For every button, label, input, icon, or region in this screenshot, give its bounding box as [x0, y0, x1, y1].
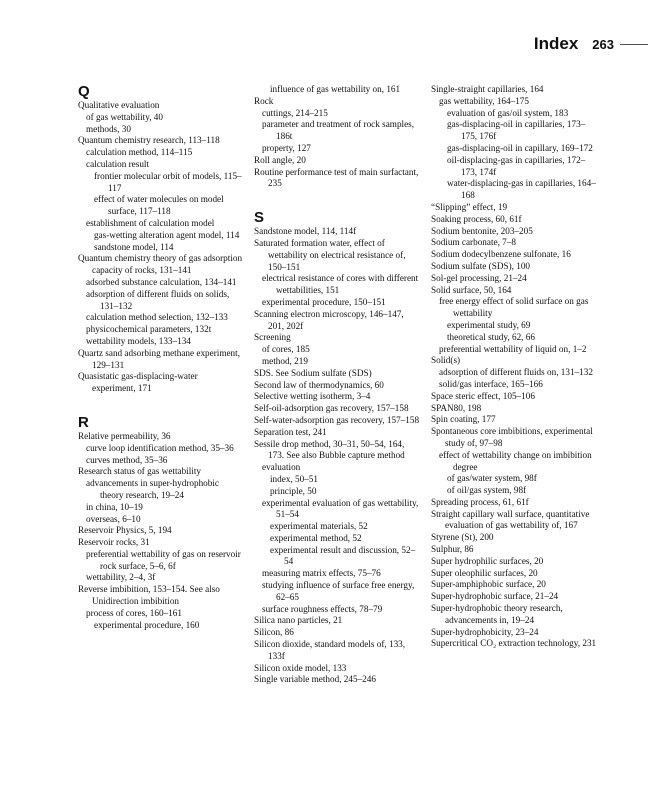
- index-entry: gas-displacing-oil in capillaries, 173–175, 176f: [447, 119, 586, 142]
- index-entry: Supercritical CO₂ extraction technology, 231: [431, 638, 597, 649]
- index-entry: Sulphur, 86: [431, 544, 474, 555]
- index-entry: Solid(s): [431, 355, 461, 366]
- index-entry: in china, 10–19: [86, 501, 143, 512]
- index-entry: adsorbed substance calculation, 134–141: [86, 276, 237, 287]
- section-gap: [78, 395, 243, 415]
- index-entry: calculation method, 114–115: [86, 147, 193, 158]
- index-entry: experimental study, 69: [447, 319, 531, 330]
- index-entry: Straight capillary wall surface, quantitative evaluation of gas wettability of, 167: [431, 508, 590, 531]
- index-entry: Super-hydrophobic surface, 21–24: [431, 591, 559, 602]
- index-column-2: [254, 84, 420, 686]
- index-entry: Super-amphiphobic surface, 20: [431, 579, 546, 590]
- index-entry: advancements in super-hydrophobic theory research, 19–24: [86, 478, 219, 500]
- index-entry: Scanning electron microscopy, 146–147, 201, 202f: [254, 308, 404, 331]
- index-entry: sandstone model, 114: [94, 241, 174, 252]
- index-entry: solid/gas interface, 165–166: [439, 378, 543, 389]
- index-entry: frontier molecular orbit of models, 115–117: [94, 170, 242, 193]
- index-entry: experimental procedure, 160: [94, 619, 200, 630]
- index-entry: of gas/water system, 98f: [447, 473, 537, 484]
- index-entry: Quantum chemistry research, 113–118: [78, 135, 220, 146]
- index-entry: Single-straight capillaries, 164: [431, 84, 544, 94]
- index-entry: Single variable method, 245–246: [254, 674, 376, 685]
- index-entry: effect of wettability change on imbibition degree: [439, 449, 592, 472]
- index-entry: wettability models, 133–134: [86, 335, 191, 346]
- index-entry: cuttings, 214–215: [262, 107, 328, 118]
- index-entry: gas-displacing-oil in capillary, 169–172: [447, 142, 593, 153]
- index-entry: Second law of thermodynamics, 60: [254, 379, 384, 390]
- index-entry: surface roughness effects, 78–79: [262, 603, 383, 614]
- index-entry: physicochemical parameters, 132t: [86, 324, 212, 335]
- section-letter: S: [254, 209, 265, 227]
- index-column-3: [431, 84, 601, 650]
- index-entry: Sodium carbonate, 7–8: [431, 237, 516, 248]
- index-entry: establishment of calculation model: [86, 217, 215, 228]
- index-entry: experimental procedure, 150–151: [262, 296, 386, 307]
- index-entry: Solid surface, 50, 164: [431, 284, 512, 295]
- index-entry: Reservoir Physics, 5, 194: [78, 525, 172, 536]
- section-gap: [254, 190, 420, 210]
- running-title: Index: [533, 34, 579, 53]
- index-entry: Qualitative evaluation: [78, 100, 160, 110]
- index-entry: electrical resistance of cores with different wettabilities, 151: [262, 273, 419, 296]
- index-entry: gas-wetting alteration agent model, 114: [94, 229, 240, 240]
- index-entry: evaluation: [262, 462, 301, 473]
- index-entry: adsorption of different fluids on solids, 131–132: [86, 288, 230, 311]
- page-number: 263: [592, 36, 614, 52]
- index-entry: of gas wettability, 40: [86, 111, 163, 122]
- index-entry: Routine performance test of main surfactant, 235: [254, 166, 419, 189]
- page-header: [534, 33, 648, 55]
- index-entry: parameter and treatment of rock samples, 186t: [262, 119, 415, 142]
- index-entry: Screening: [254, 332, 291, 343]
- index-entry: method, 219: [262, 355, 308, 366]
- index-entry: Quasistatic gas-displacing-water experiment, 171: [78, 371, 198, 394]
- index-entry: Silicon dioxide, standard models of, 133, 133f: [254, 639, 406, 661]
- index-entry: experimental evaluation of gas wettability, 51–54: [262, 497, 419, 520]
- index-entry: “Slipping” effect, 19: [431, 201, 508, 212]
- index-entry: theoretical study, 62, 66: [447, 331, 535, 342]
- index-entry: studying influence of surface free energy, 62–65: [262, 580, 415, 602]
- index-entry: Styrene (St), 200: [431, 532, 494, 543]
- index-entry: of cores, 185: [262, 344, 310, 355]
- index-entry: principle, 50: [270, 485, 317, 496]
- index-entry: calculation result: [86, 158, 150, 169]
- section-letter: Q: [78, 83, 90, 100]
- index-entry: preferential wettability of liquid on, 1–2: [439, 343, 587, 354]
- index-entry: Reverse imbibition, 153–154. See also Unidirection imbibition: [78, 584, 220, 607]
- index-entry: calculation method selection, 132–133: [86, 312, 228, 323]
- index-entry: evaluation of gas/oil system, 183: [447, 107, 569, 118]
- index-entry: Sessile drop method, 30–31, 50–54, 164, 173. See also Bubble capture method: [254, 438, 405, 461]
- index-entry: effect of water molecules on model surface, 117–118: [94, 194, 224, 217]
- index-entry: Separation test, 241: [254, 426, 327, 437]
- index-entry: SPAN80, 198: [431, 402, 482, 413]
- index-entry: Spin coating, 177: [431, 414, 496, 425]
- index-column-1: [78, 84, 243, 631]
- index-entry: water-displacing-gas in capillaries, 164–168: [447, 178, 596, 201]
- index-entry: Silica nano particles, 21: [254, 615, 343, 626]
- index-entry: Sodium sulfate (SDS), 100: [431, 260, 531, 271]
- index-entry: Super oleophilic surfaces, 20: [431, 567, 538, 578]
- header-rule: [620, 44, 648, 45]
- index-entry: Soaking process, 60, 61f: [431, 213, 522, 224]
- index-entry: Roll angle, 20: [254, 154, 306, 165]
- index-entry: Sandstone model, 114, 114f: [254, 226, 357, 237]
- index-entry: of oil/gas system, 98f: [447, 485, 527, 496]
- index-entry: overseas, 6–10: [86, 513, 141, 524]
- index-entry: Silicon oxide model, 133: [254, 662, 347, 673]
- index-entry: preferential wettability of gas on reservoir rock surface, 5–6, 6f: [86, 548, 241, 571]
- index-entry: gas wettability, 164–175: [439, 95, 529, 106]
- index-entry: Quartz sand adsorbing methane experiment, 129–131: [78, 347, 241, 370]
- index-entry: Spontaneous core imbibitions, experimental study of, 97–98: [431, 426, 593, 448]
- index-entry: Rock: [254, 95, 274, 106]
- index-entry: experimental method, 52: [270, 532, 362, 543]
- index-entry: curve loop identification method, 35–36: [86, 442, 234, 453]
- index-entry: Self-water-adsorption gas recovery, 157–158: [254, 414, 420, 425]
- index-entry: Sol-gel processing, 21–24: [431, 272, 527, 283]
- index-entry: Relative permeability, 36: [78, 430, 171, 441]
- index-entry: index, 50–51: [270, 473, 318, 484]
- index-entry: Sodium bentonite, 203–205: [431, 225, 533, 236]
- index-entry: Quantum chemistry theory of gas adsorption capacity of rocks, 131–141: [78, 253, 243, 276]
- index-entry: Saturated formation water, effect of wettability on electrical resistance of, 150–151: [254, 237, 406, 272]
- index-entry: curves method, 35–36: [86, 454, 168, 465]
- index-entry: SDS. See Sodium sulfate (SDS): [254, 367, 372, 378]
- index-entry: Super-hydrophobic theory research, advancements in, 19–24: [431, 603, 563, 625]
- index-entry: Research status of gas wettability: [78, 466, 201, 477]
- index-entry: Sodium dodecylbenzene sulfonate, 16: [431, 249, 571, 260]
- index-entry: free energy effect of solid surface on gas wettability: [439, 296, 589, 319]
- index-entry: methods, 30: [86, 123, 131, 134]
- index-entry: experimental result and discussion, 52–54: [270, 544, 416, 567]
- index-entry: measuring matrix effects, 75–76: [262, 568, 381, 579]
- index-entry: Reservoir rocks, 31: [78, 537, 150, 548]
- index-entry: experimental materials, 52: [270, 521, 368, 532]
- index-entry: Space steric effect, 105–106: [431, 390, 535, 401]
- index-entry: oil-displacing-gas in capillaries, 172–173, 174f: [447, 154, 586, 177]
- index-entry: Super-hydrophobicity, 23–24: [431, 626, 539, 637]
- index-entry: property, 127: [262, 142, 311, 153]
- index-entry: adsorption of different fluids on, 131–132: [439, 367, 593, 378]
- index-entry: Super hydrophilic surfaces, 20: [431, 555, 544, 566]
- index-entry: Silicon, 86: [254, 627, 294, 638]
- section-letter: R: [78, 413, 89, 431]
- index-entry: Spreading process, 61, 61f: [431, 496, 529, 507]
- index-entry: process of cores, 160–161: [86, 607, 182, 618]
- index-entry: influence of gas wettability on, 161: [270, 84, 401, 94]
- index-entry: wettability, 2–4, 3f: [86, 572, 156, 583]
- index-entry: Selective wetting isotherm, 3–4: [254, 391, 371, 402]
- index-entry: Self-oil-adsorption gas recovery, 157–158: [254, 403, 409, 414]
